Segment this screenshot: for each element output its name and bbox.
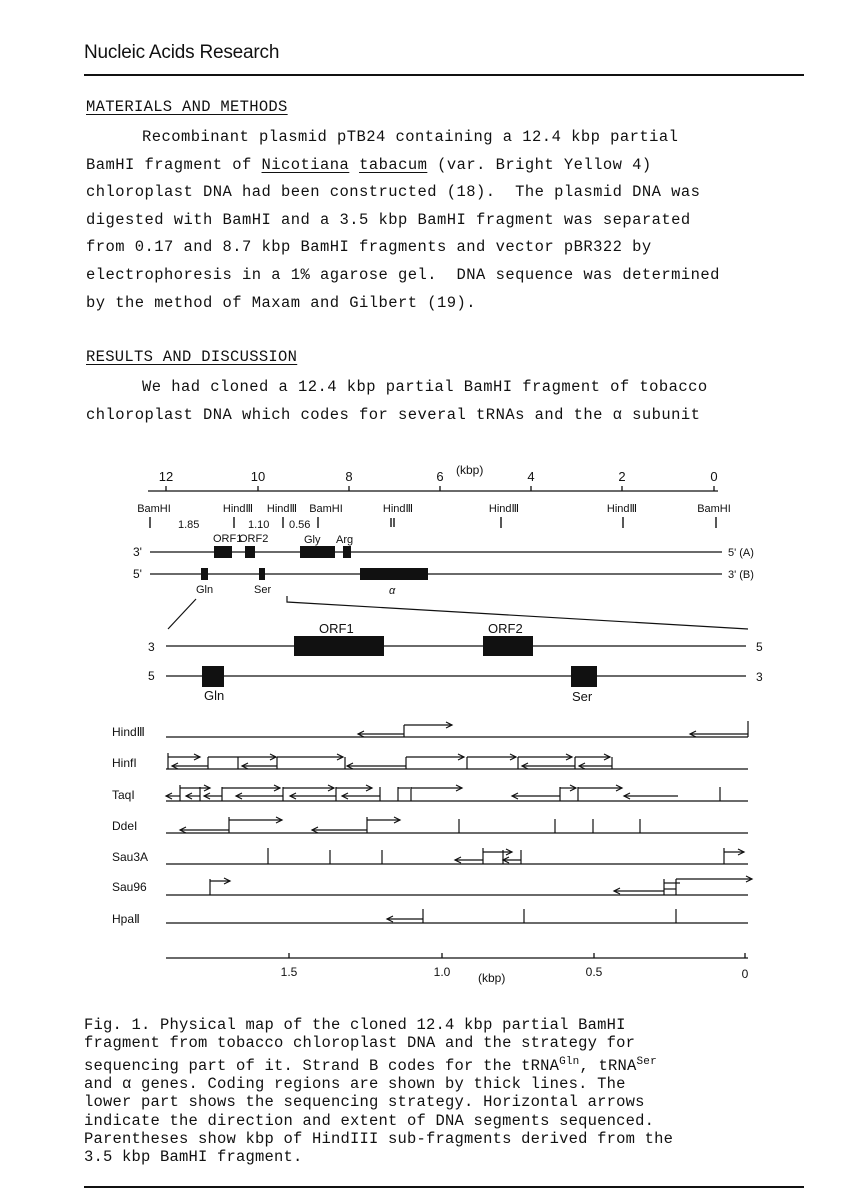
strand-b-left: 5' bbox=[133, 567, 142, 581]
site-hindiii-4: HindⅢ bbox=[488, 503, 520, 515]
enzyme-label: HinfI bbox=[112, 756, 137, 770]
top-tick-label: 0 bbox=[710, 469, 718, 484]
gene-box bbox=[259, 568, 265, 580]
enzyme-label: TaqI bbox=[112, 788, 135, 802]
top-tick-label: 4 bbox=[527, 469, 535, 484]
bottom-tick-label: 1.0 bbox=[433, 965, 451, 979]
gene-box bbox=[245, 546, 255, 558]
gene-box bbox=[360, 568, 428, 580]
bottom-tick-label: 1.5 bbox=[280, 965, 298, 979]
enzyme-label: Sau96 bbox=[112, 880, 147, 894]
site-hindiii-5: HindⅢ bbox=[606, 503, 638, 515]
top-tick-label: 10 bbox=[250, 469, 266, 484]
detail-b-right: 3 bbox=[756, 670, 763, 684]
orf1-box bbox=[294, 636, 384, 656]
results-paragraph: We had cloned a 12.4 kbp partial BamHI fragment of tobacco chloroplast DNA which codes for several tRNAs and the α subunit bbox=[86, 378, 708, 424]
site-bamhi-right: BamHI bbox=[697, 503, 731, 515]
gene-box bbox=[300, 546, 335, 558]
fragment-1-10: 1.10 bbox=[248, 519, 270, 531]
figure-1-physical-map bbox=[0, 455, 847, 1000]
detail-a-left: 3 bbox=[148, 640, 155, 654]
top-tick-label: 8 bbox=[345, 469, 353, 484]
gene-box bbox=[343, 546, 351, 558]
journal-title: Nucleic Acids Research bbox=[84, 42, 280, 63]
detail-orf1-label: ORF1 bbox=[319, 621, 354, 636]
results-heading: RESULTS AND DISCUSSION bbox=[86, 348, 298, 366]
detail-orf2-label: ORF2 bbox=[488, 621, 523, 636]
detail-b-left: 5 bbox=[148, 669, 155, 683]
gene-box bbox=[214, 546, 232, 558]
strand-a-right: 5' (A) bbox=[728, 547, 754, 559]
site-hindiii-3: HindⅢ bbox=[382, 503, 414, 515]
enzyme-label: DdeI bbox=[112, 819, 138, 833]
fragment-0-56: 0.56 bbox=[289, 519, 311, 531]
gene-orf1-top: ORF1 bbox=[213, 533, 243, 545]
methods-paragraph: Recombinant plasmid pTB24 containing a 12.4 kbp partial BamHI fragment of Nicotiana tabacum (var. Bright Yellow 4) chloroplast DNA had been constructed (18). The plasmid DNA was digested with BamHI and a 3.5 kbp BamHI fragment was separated from 0.17 and 8.7 kbp BamHI fragments and vector pBR322 by electrophoresis in a 1% agarose gel. DNA sequence was determined by the method of Maxam and Gilbert (19). bbox=[86, 128, 720, 312]
gene-box bbox=[201, 568, 208, 580]
fragment-1-85: 1.85 bbox=[178, 519, 200, 531]
ser-box bbox=[571, 666, 597, 687]
footer-rule bbox=[84, 1186, 804, 1188]
bottom-tick-label: 0.5 bbox=[585, 965, 603, 979]
gene-alpha: α bbox=[389, 585, 396, 597]
strand-a-left: 3' bbox=[133, 545, 142, 559]
site-bamhi-left: BamHI bbox=[137, 503, 171, 515]
enzyme-label: Sau3A bbox=[112, 850, 149, 864]
methods-heading: MATERIALS AND METHODS bbox=[86, 98, 288, 116]
detail-gln-label: Gln bbox=[204, 688, 225, 703]
top-axis-unit: (kbp) bbox=[456, 463, 484, 477]
enzyme-label: HpaⅡ bbox=[112, 912, 140, 926]
detail-ser-label: Ser bbox=[572, 689, 593, 704]
species-genus: Nicotiana bbox=[261, 155, 350, 174]
site-hindiii-2: HindⅢ bbox=[266, 503, 298, 515]
gene-ser-top: Ser bbox=[254, 584, 272, 596]
header-rule bbox=[84, 74, 804, 76]
bottom-axis bbox=[166, 953, 748, 958]
top-tick-label: 2 bbox=[618, 469, 626, 484]
gene-orf2-top: ORF2 bbox=[239, 533, 269, 545]
top-axis bbox=[148, 486, 718, 491]
gene-arg: Arg bbox=[336, 534, 354, 546]
sequencing-tracks bbox=[166, 721, 752, 923]
bottom-tick-label: 0 bbox=[741, 967, 749, 981]
strand-b-right: 3' (B) bbox=[728, 569, 754, 581]
detail-a-right: 5 bbox=[756, 640, 763, 654]
top-tick-label: 6 bbox=[436, 469, 444, 484]
species-name: tabacum bbox=[359, 155, 428, 174]
orf2-box bbox=[483, 636, 533, 656]
gln-box bbox=[202, 666, 224, 687]
gene-gly: Gly bbox=[304, 534, 321, 546]
enzyme-label: HindⅢ bbox=[112, 725, 145, 739]
gene-gln-top: Gln bbox=[196, 584, 214, 596]
site-hindiii-1: HindⅢ bbox=[222, 503, 254, 515]
figure-caption: Fig. 1. Physical map of the cloned 12.4 kbp partial BamHI fragment from tobacco chloroplast DNA and the strategy for sequencing part of it. Strand B codes for the tRNA$^{Gln}$, tRNA$^{Ser}$ and α genes. Coding regions are shown by thick lines. The lower part shows the sequencing strategy. Horizontal arrows indicate the direction and extent of DNA segments sequenced. Parentheses show kbp of HindIII sub-fragments derived from the 3.5 kbp BamHI fragment. bbox=[84, 1016, 674, 1167]
top-tick-label: 12 bbox=[158, 469, 174, 484]
site-bamhi-mid: BamHI bbox=[309, 503, 343, 515]
bottom-axis-unit: (kbp) bbox=[478, 971, 506, 985]
